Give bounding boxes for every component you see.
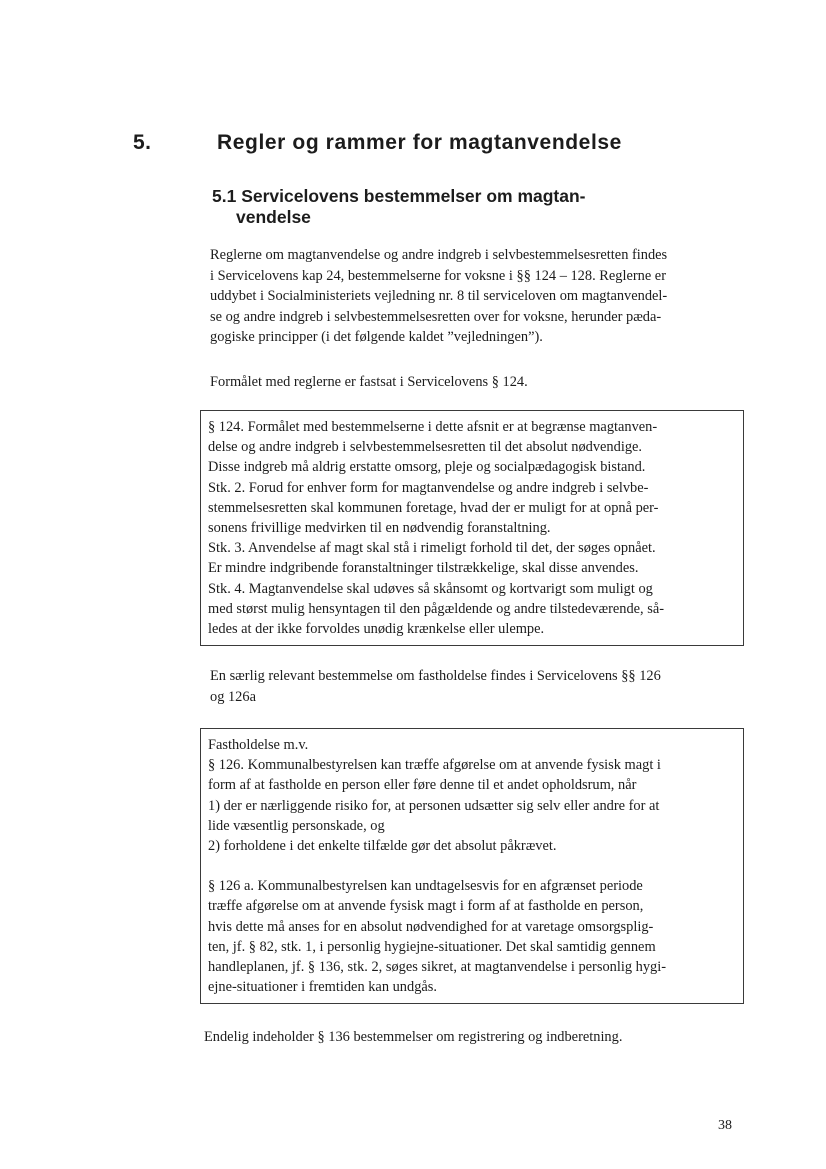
box-line: ledes at der ikke forvoldes unødig krænkelse eller ulempe. [208,621,545,638]
box-line: Stk. 4. Magtanvendelse skal udøves så skånsomt og kortvarigt som muligt og [208,580,653,597]
section-title-line: 5.1 Servicelovens bestemmelser om magtan- [212,186,586,206]
box-line: 1) der er nærliggende risiko for, at personen udsætter sig selv eller andre for at [208,797,660,814]
section-title [212,186,642,228]
purpose-paragraph [210,372,742,393]
section-title-line: vendelse [236,207,311,227]
box-line: lide væsentlig personskade, og [208,817,385,834]
box-line: med størst mulig hensyntagen til den pågældende og andre tilstedeværende, så- [208,600,664,617]
closing-paragraph [204,1027,736,1048]
page-number: 38 [718,1118,732,1133]
box-line: Fastholdelse m.v. [208,737,309,753]
box-line: træffe afgørelse om at anvende fysisk magt i form af at fastholde en person, [208,898,644,915]
paragraph-line: Formålet med reglerne er fastsat i Servicelovens § 124. [210,374,528,390]
box-line: 2) forholdene i det enkelte tilfælde gør det absolut påkrævet. [208,838,557,855]
box-line: Disse indgreb må aldrig erstatte omsorg, pleje og socialpædagogisk bistand. [208,459,646,476]
box-line: sonens frivillige medvirken til en nødvendig foranstaltning. [208,520,551,537]
box-line: delse og andre indgreb i selvbestemmelsesretten til det absolut nødvendige. [208,439,643,456]
paragraph-line: Endelig indeholder § 136 bestemmelser om registrering og indberetning. [204,1029,623,1045]
box-line: Stk. 2. Forud for enhver form for magtanvendelse og andre indgreb i selvbe- [208,479,649,496]
box-line: handleplanen, jf. § 136, stk. 2, søges sikret, at magtanvendelse i personlig hygi- [208,959,667,976]
box-line: § 124. Formålet med bestemmelserne i dette afsnit er at begrænse magtanven- [208,419,658,435]
box-line: ten, jf. § 82, stk. 1, i personlig hygiejne-situationer. Det skal samtidig gennem [208,938,656,955]
box-line: ejne-situationer i fremtiden kan undgås. [208,979,437,996]
paragraph-line: se og andre indgreb i selvbestemmelsesretten over for voksne, herunder pæda- [210,308,662,325]
box-line: Er mindre indgribende foranstaltninger tilstrækkelige, skal disse anvendes. [208,560,639,577]
box-line: stemmelsesretten skal kommunen foretage, hvad der er muligt for at opnå per- [208,499,659,516]
chapter-title: Regler og rammer for magtanvendelse [217,131,622,154]
paragraph-line: og 126a [210,688,256,705]
box-line: form af at fastholde en person eller føre denne til et andet opholdsrum, når [208,777,637,794]
intro-paragraph [210,245,742,348]
paragraph-line: gogiske principper (i det følgende kaldet ”vejledningen”). [210,329,543,345]
law-text-box-126 [200,728,744,1004]
box-line: § 126. Kommunalbestyrelsen kan træffe afgørelse om at anvende fysisk magt i [208,757,661,774]
law-text-box-124 [200,410,744,646]
relevant-paragraph [210,666,742,707]
paragraph-gap [208,856,743,876]
paragraph-line: Reglerne om magtanvendelse og andre indgreb i selvbestemmelsesretten findes [210,247,668,263]
paragraph-line: i Servicelovens kap 24, bestemmelserne for voksne i §§ 124 – 128. Reglerne er [210,267,666,284]
box-line: § 126 a. Kommunalbestyrelsen kan undtagelsesvis for en afgrænset periode [208,878,643,895]
box-line: hvis dette må anses for en absolut nødvendighed for at varetage omsorgsplig- [208,918,654,935]
paragraph-line: uddybet i Socialministeriets vejledning nr. 8 til serviceloven om magtanvendel- [210,288,668,304]
paragraph-line: En særlig relevant bestemmelse om fastholdelse findes i Servicelovens §§ 126 [210,668,661,684]
box-line: Stk. 3. Anvendelse af magt skal stå i rimeligt forhold til det, der søges opnået. [208,540,656,557]
chapter-number: 5. [133,131,152,154]
